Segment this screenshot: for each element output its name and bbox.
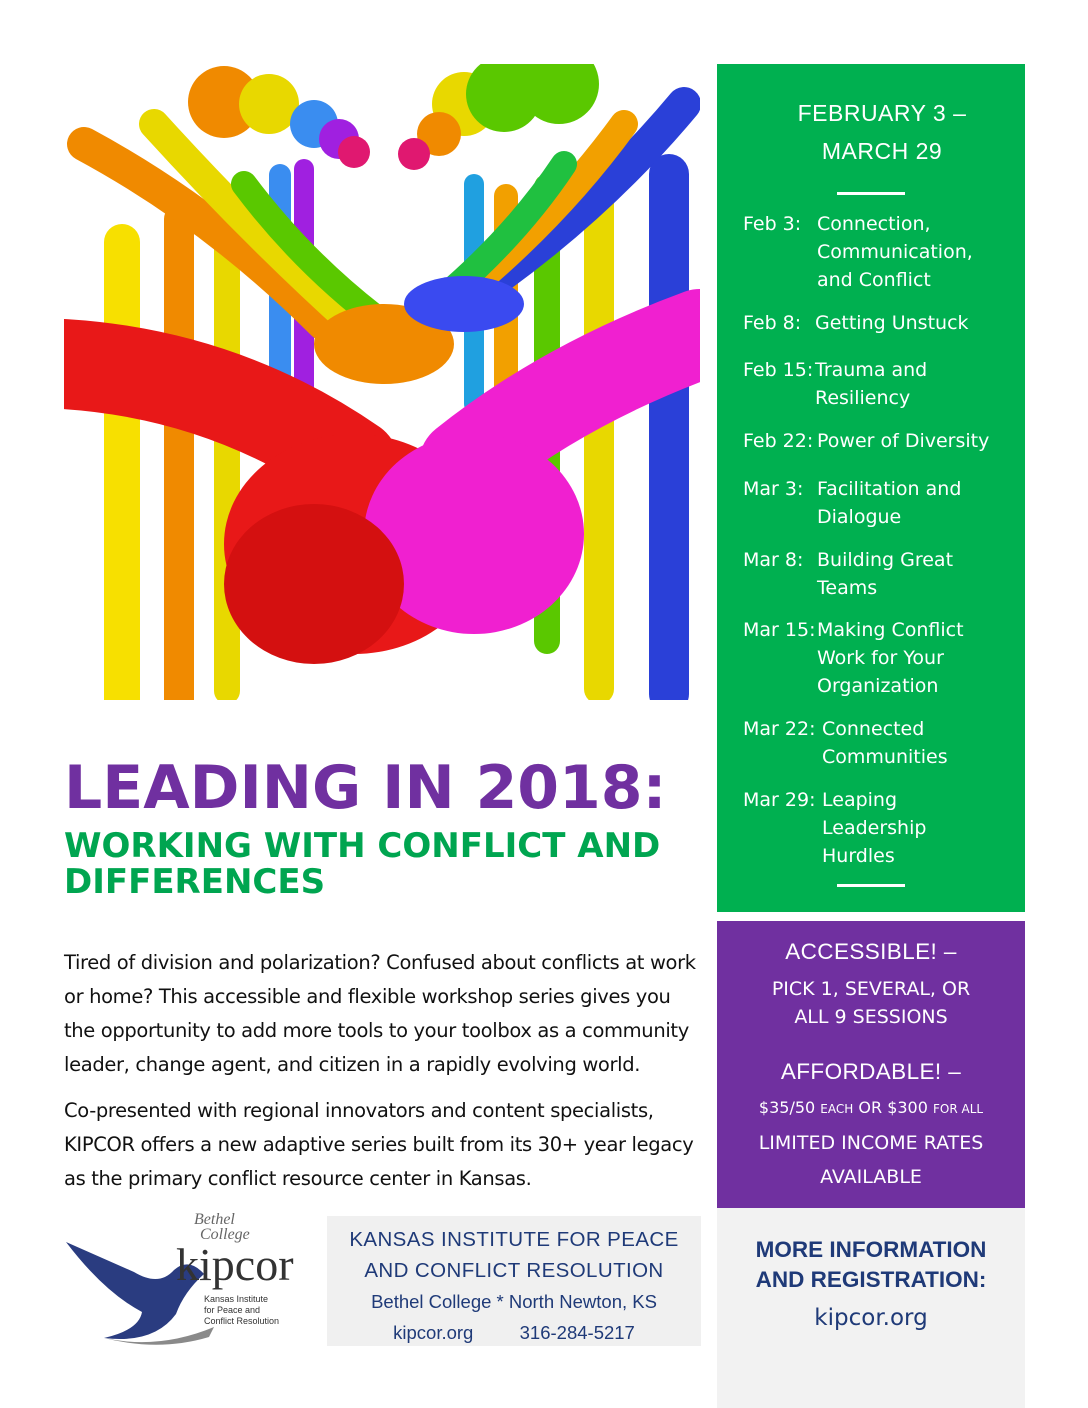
divider [837, 884, 905, 887]
logo-tagline: for Peace and [204, 1305, 261, 1315]
limited-income-line: AVAILABLE [820, 1166, 922, 1188]
session-date: Feb 8: [743, 312, 802, 334]
logo-college: College [200, 1226, 250, 1243]
website-link[interactable]: kipcor.org [393, 1322, 474, 1343]
price-all-label: FOR ALL [933, 1102, 984, 1116]
kipcor-logo [64, 1212, 312, 1348]
divider [837, 192, 905, 195]
registration-link[interactable]: kipcor.org [814, 1305, 928, 1331]
price-single: $35/50 [758, 1098, 816, 1117]
date-range [717, 94, 1025, 170]
registration-heading [717, 1235, 1025, 1295]
session-date: Feb 15: [743, 359, 814, 381]
location: Bethel College * North Newton, KS [371, 1291, 657, 1312]
session-title: Connection, Communication, and Conflict [817, 213, 973, 291]
price-line [717, 1093, 1025, 1124]
schedule-panel [717, 64, 1025, 912]
price-or: OR [858, 1098, 883, 1117]
contact-line [327, 1317, 701, 1348]
accessible-heading: ACCESSIBLE! – [785, 939, 957, 964]
org-name-line: AND CONFLICT RESOLUTION [364, 1259, 664, 1282]
contact-box [327, 1216, 701, 1346]
session-date: Mar 3: [743, 478, 804, 500]
logo-wordmark: kipcor [176, 1239, 294, 1290]
affordable-heading: AFFORDABLE! – [780, 1059, 962, 1084]
registration-heading-line: MORE INFORMATION [755, 1237, 987, 1262]
pricing-panel [717, 921, 1025, 1208]
org-name-line: KANSAS INSTITUTE FOR PEACE [349, 1228, 679, 1251]
registration-heading-line: AND REGISTRATION: [755, 1267, 987, 1292]
session-date: Mar 22: [743, 718, 816, 740]
phone-number: 316-284-5217 [519, 1322, 635, 1343]
date-range-line: MARCH 29 [821, 138, 943, 164]
logo-bethel: Bethel [194, 1212, 235, 1228]
registration-panel [717, 1208, 1025, 1408]
description [64, 946, 706, 1208]
headline [64, 752, 704, 900]
session-date: Feb 22: [743, 430, 814, 452]
session-title: Trauma and Resiliency [815, 359, 928, 409]
hero-image [64, 64, 700, 700]
date-range-line: FEBRUARY 3 – [797, 100, 967, 126]
accessible-line: ALL 9 SESSIONS [794, 1006, 948, 1028]
page-subtitle [64, 828, 704, 900]
session-title: Making Conflict Work for Your Organization [817, 619, 964, 697]
subtitle-line: DIFFERENCES [64, 862, 326, 902]
session-title: Facilitation and Dialogue [817, 478, 962, 528]
limited-income-line: LIMITED INCOME RATES [758, 1132, 984, 1154]
description-paragraph: Co-presented with regional innovators and content specialists, KIPCOR offers a new adaptive series built from its 30+ year legacy as the primary conflict resource center in Kansas. [64, 1099, 694, 1190]
session-date: Mar 29: [743, 789, 816, 811]
session-title: Leaping Leadership Hurdles [822, 789, 927, 867]
session-title: Building Great Teams [817, 549, 954, 599]
session-title: Power of Diversity [817, 430, 990, 452]
logo-tagline: Kansas Institute [204, 1294, 269, 1304]
session-date: Feb 3: [743, 213, 802, 235]
session-date: Mar 8: [743, 549, 804, 571]
price-each-label: EACH [820, 1102, 854, 1116]
price-all: $300 [887, 1098, 928, 1117]
page-title: LEADING IN 2018: [64, 753, 667, 823]
description-paragraph: Tired of division and polarization? Confused about conflicts at work or home? This accessible and flexible workshop series gives you the opportunity to add more tools to your toolbox as a community leader, change agent, and citizen in a rapidly evolving world. [64, 951, 696, 1076]
session-title: Connected Communities [822, 718, 948, 768]
session-title: Getting Unstuck [815, 312, 969, 334]
accessible-line: PICK 1, SEVERAL, OR [771, 978, 971, 1000]
subtitle-line: WORKING WITH CONFLICT AND [64, 826, 661, 866]
session-date: Mar 15: [743, 619, 816, 641]
logo-tagline: Conflict Resolution [204, 1316, 280, 1326]
